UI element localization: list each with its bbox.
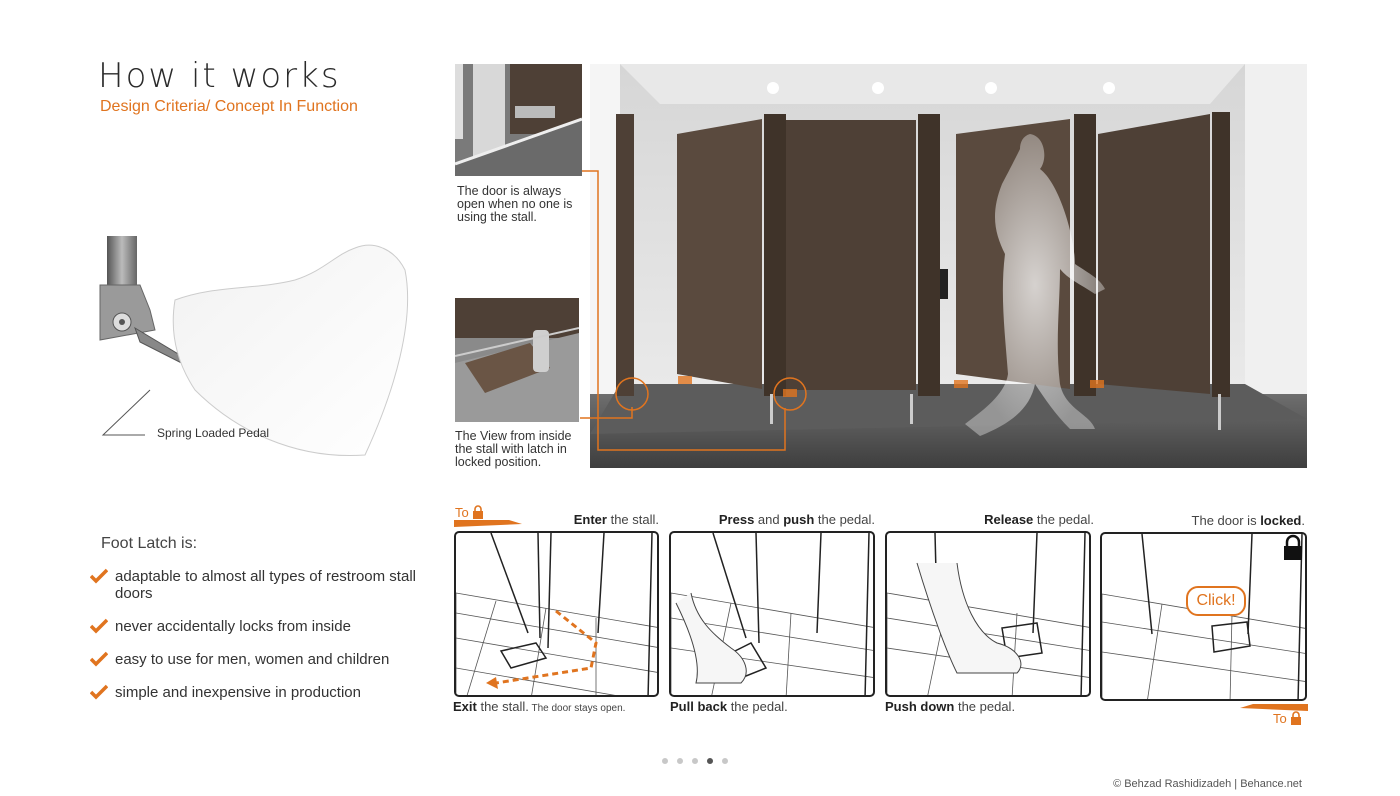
checkmark-icon	[90, 651, 108, 667]
step-1-top-text: Enter the stall.	[573, 512, 659, 527]
credit-text: © Behzad Rashidizadeh | Behance.net	[1113, 778, 1302, 790]
step-1-bottom-text: Exit the stall. The door stays open.	[453, 699, 626, 714]
photo-top-caption: The door is always open when no one is using the stall.	[457, 184, 573, 224]
pagination-dot[interactable]	[677, 758, 683, 764]
step-2-illustration	[669, 531, 875, 697]
list-item	[90, 568, 440, 602]
pagination-dot[interactable]	[722, 758, 728, 764]
step-3-illustration	[885, 531, 1091, 697]
foot-latch-heading: Foot Latch is:	[101, 535, 198, 552]
foot-latch-list	[90, 568, 440, 717]
to-lock-label-right: To	[1273, 711, 1302, 726]
photo-bottom-caption: The View from inside the stall with latch in locked position.	[455, 429, 572, 469]
pagination-dot[interactable]	[662, 758, 668, 764]
step-4-top-text: The door is locked.	[1191, 513, 1305, 528]
page-subtitle: Design Criteria/ Concept In Function	[100, 98, 358, 115]
pagination-dot-active[interactable]	[707, 758, 713, 764]
list-item-text: simple and inexpensive in production	[115, 684, 361, 701]
to-lock-label-left: To	[455, 505, 484, 520]
step-2-bottom-text: Pull back the pedal.	[670, 699, 788, 714]
step-4-illustration	[1100, 532, 1307, 701]
photo-latch-locked	[455, 298, 579, 422]
checkmark-icon	[90, 568, 108, 584]
pagination-dots	[662, 758, 728, 764]
pedal-label: Spring Loaded Pedal	[157, 426, 270, 440]
step-3-top-text: Release the pedal.	[984, 512, 1094, 527]
step-2-top-text: Press and push the pedal.	[718, 512, 875, 527]
checkmark-icon	[90, 684, 108, 700]
checkmark-icon	[90, 618, 108, 634]
list-item-text: easy to use for men, women and children	[115, 651, 390, 668]
list-item	[90, 684, 440, 701]
lock-icon	[1290, 711, 1302, 725]
page-title: How it works	[98, 56, 341, 96]
photo-door-open	[455, 64, 582, 176]
lock-icon	[1284, 536, 1302, 560]
step-3-bottom-text: Push down the pedal.	[885, 699, 1016, 714]
callout-lines	[580, 165, 800, 465]
list-item	[90, 651, 440, 668]
step-1-illustration	[454, 531, 659, 697]
list-item-text: adaptable to almost all types of restroom stall doors	[115, 568, 416, 602]
click-speech-bubble: Click!	[1186, 586, 1246, 616]
pagination-dot[interactable]	[692, 758, 698, 764]
list-item	[90, 618, 440, 635]
list-item-text: never accidentally locks from inside	[115, 618, 351, 635]
